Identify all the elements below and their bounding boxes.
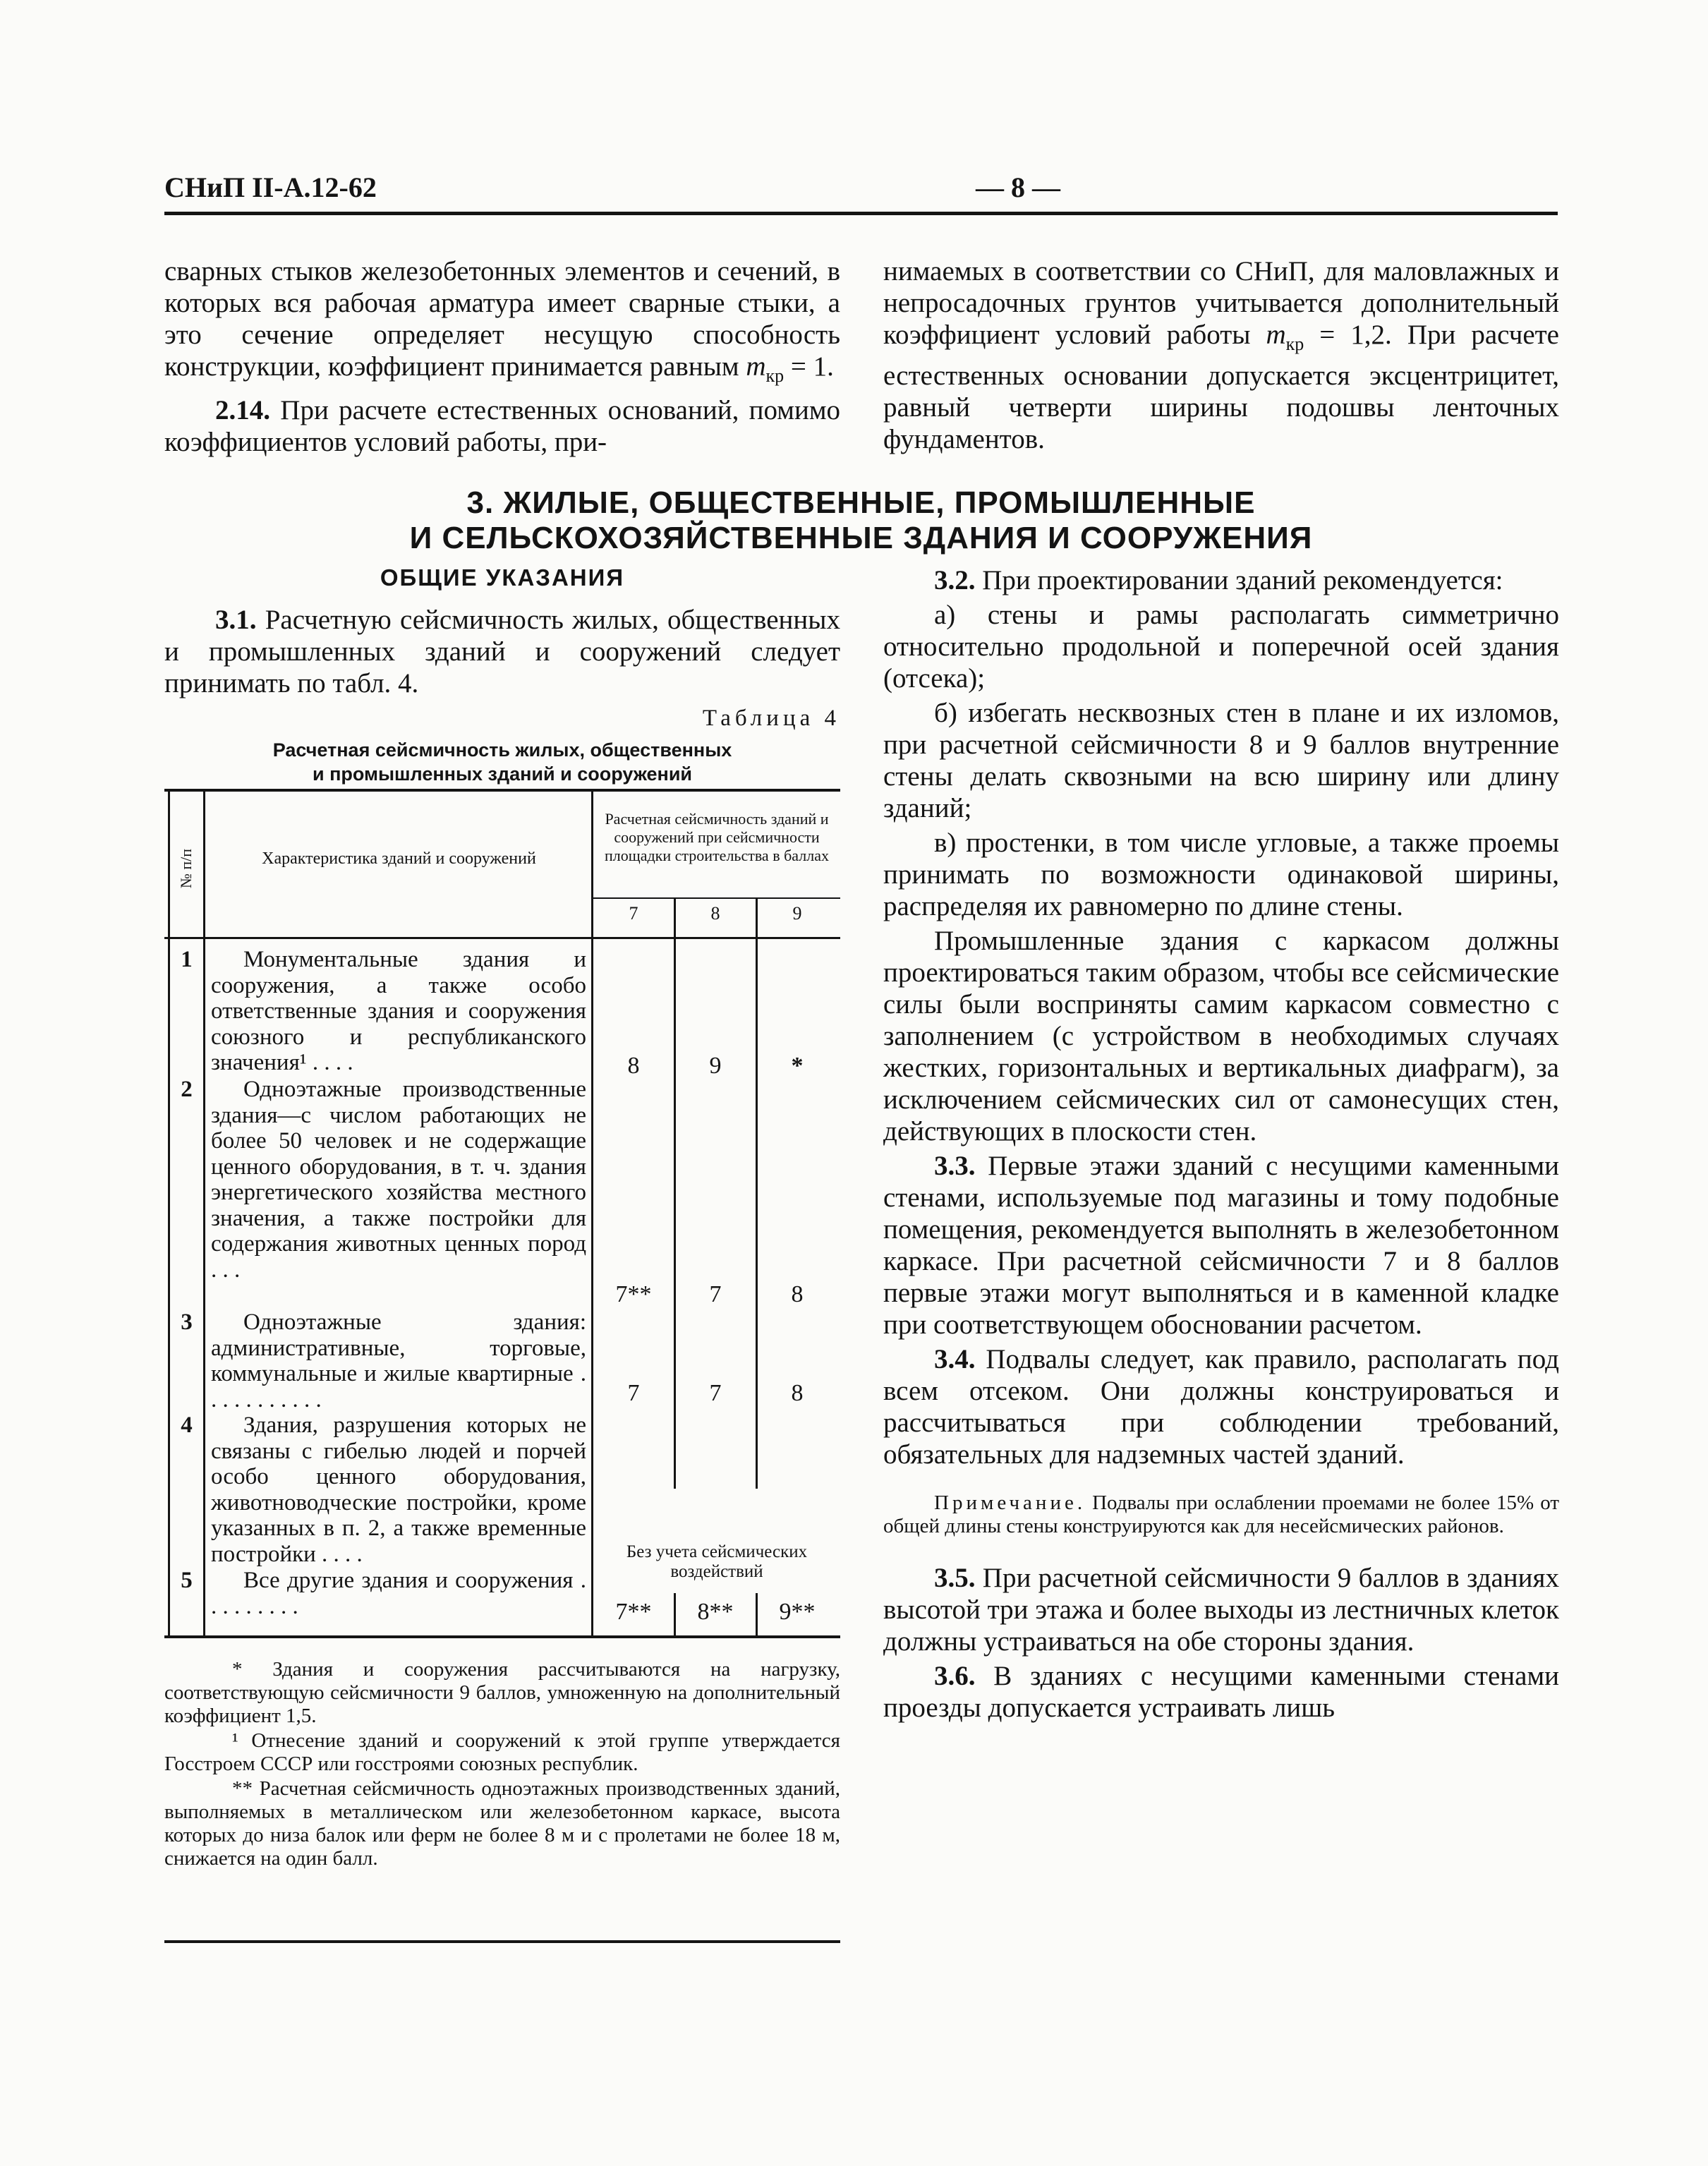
col-header-7: 7 xyxy=(629,903,638,924)
paragraph-3-6: 3.6. В зданиях с несущими каменными стенами проезды допускается устраивать лишь xyxy=(883,1661,1559,1723)
item-a: а) стены и рамы располагать симметрично относительно продольной и поперечной осей здания (отсека); xyxy=(883,600,1559,694)
page-number: — 8 — xyxy=(976,171,1060,203)
table-header-rule xyxy=(164,937,840,939)
col-header-number: № п/п xyxy=(177,848,195,889)
col-header-characteristic: Характеристика зданий и сооружений xyxy=(262,849,536,868)
table-footnotes xyxy=(164,1658,840,1872)
row-number: 5 xyxy=(181,1568,193,1593)
table-left-rule xyxy=(168,789,170,1638)
value-row5-8: 8** xyxy=(697,1599,734,1625)
paragraph-3-1: 3.1. Расчетную сейсмичность жилых, общественных и промышленных зданий и сооружений следует принимать по табл. 4. xyxy=(164,605,840,698)
value-row4-span: Без учета сейсмических воздействий xyxy=(626,1542,808,1581)
table-footer-rule xyxy=(164,1940,840,1943)
value-row1-7: 8 xyxy=(627,1053,640,1079)
table-title: Расчетная сейсмичность жилых, общественных и промышленных зданий и сооружений xyxy=(272,739,732,785)
paragraph-3-2: 3.2. При проектировании зданий рекомендуется: xyxy=(934,565,1503,595)
col-header-group: Расчетная сейсмичность зданий и сооружений при сейсмичности площадки строительства в баллах xyxy=(605,810,829,864)
value-row5-9: 9** xyxy=(779,1599,816,1625)
table-row: Одноэтажные здания: административные, торговые, коммунальные и жилые квартирные . . . . . . . . . . . xyxy=(211,1309,586,1412)
left-column-mid xyxy=(164,604,840,702)
table-row: Одноэтажные производственные здания—с числом работающих не более 50 человек и не содержащие ценного оборудования, в т. ч. здания энергетического хозяйства местного значения, а также постройки для содержания животных ценных пород . . . xyxy=(211,1077,586,1283)
header-rule xyxy=(164,212,1558,215)
paragraph-industrial: Промышленные здания с каркасом должны проектироваться таким образом, чтобы все сейсмические силы были восприняты самим каркасом совместно с заполнением (с устройством в необходимых случаях жестких, горизонтальных и вертикальных диафрагм), за исключением сейсмических сил от самонесущих стен, действующих в плоскости стен. xyxy=(883,926,1559,1146)
row-number: 3 xyxy=(181,1309,193,1335)
value-row3-9: 8 xyxy=(791,1380,804,1406)
section-title: 3. ЖИЛЫЕ, ОБЩЕСТВЕННЫЕ, ПРОМЫШЛЕННЫЕ И СЕЛЬСКОХОЗЯЙСТВЕННЫЕ ЗДАНИЯ И СООРУЖЕНИЯ xyxy=(409,485,1313,555)
value-row3-8: 7 xyxy=(709,1380,722,1406)
value-row1-9: * xyxy=(791,1053,804,1079)
page-header xyxy=(164,162,1558,207)
table-top-rule xyxy=(164,789,840,792)
value-row5-7: 7** xyxy=(615,1599,652,1625)
subheading-general: ОБЩИЕ УКАЗАНИЯ xyxy=(380,564,625,591)
value-row2-8: 7 xyxy=(709,1281,722,1307)
table-bottom-rule xyxy=(164,1635,840,1638)
value-row2-9: 8 xyxy=(791,1281,804,1307)
left-column-top xyxy=(164,255,840,461)
seismicity-table xyxy=(164,789,840,1644)
row-number: 2 xyxy=(181,1077,193,1102)
paragraph-2-14: 2.14. При расчете естественных оснований, помимо коэффициентов условий работы, при- xyxy=(164,394,840,457)
paragraph-2-13-end: сварных стыков железобетонных элементов и сечений, в которых вся рабочая арматура имеет сварные стыки, а это сечение определяет несущую способность конструкции, коэффициент принимается равным $m_{кр} = 1$. xyxy=(164,256,840,386)
footnote-double-star: ** Расчетная сейсмичность одноэтажных производственных зданий, выполняемых в металлическом или железобетонном каркасе, высота которых до низа балок или ферм не более 8 м и с пролетами не более 18 м, снижается на один балл. xyxy=(164,1777,840,1870)
footnote-1: ¹ Отнесение зданий и сооружений к этой группе утверждается Госстроем СССР или госстроями союзных республик. xyxy=(164,1729,840,1775)
table-row: Все другие здания и сооружения . . . . . . . . . xyxy=(211,1568,586,1619)
row-number: 4 xyxy=(181,1412,193,1438)
table-row: Монументальные здания и сооружения, а также особо ответственные здания и сооружения союзного и республиканского значения¹ . . . . xyxy=(211,947,586,1075)
value-row1-8: 9 xyxy=(709,1053,722,1079)
note-basements: Примечание. Подвалы при ослаблении проемами не более 15% от общей длины стены конструируются как для несейсмических районов. xyxy=(883,1492,1559,1537)
paragraph-3-3: 3.3. Первые этажи зданий с несущими каменными стенами, используемые под магазины и тому подобные помещения, рекомендуется выполнять в железобетонном каркасе. При расчетной сейсмичности 7 и 8 баллов первые этажи могут выполняться и в каменной кладке при соответствующем обосновании расчетом. xyxy=(883,1151,1559,1340)
value-row2-7: 7** xyxy=(615,1281,652,1307)
right-column-top xyxy=(883,255,1559,458)
paragraph-3-4: 3.4. Подвалы следует, как правило, располагать под всем отсеком. Они должны конструироваться и рассчитываться при соблюдении требований, обязательных для надземных частей зданий. xyxy=(883,1344,1559,1470)
group-header-rule xyxy=(591,897,840,899)
col-header-8: 8 xyxy=(710,903,720,924)
table-row: Здания, разрушения которых не связаны с гибелью людей и порчей особо ценного оборудования, животноводческие постройки, кроме указанных в п. 2, а также временные постройки . . . . xyxy=(211,1412,586,1567)
row-number: 1 xyxy=(181,947,193,972)
paragraph-2-14-cont: нимаемых в соответствии со СНиП, для маловлажных и непросадочных грунтов учитывается дополнительный коэффициент условий работы $m_{кр} = 1,2$. При расчете естественных основании допускается эксцентрицитет, равный четверти ширины подошвы ленточных фундаментов. xyxy=(883,256,1559,454)
right-column-main xyxy=(883,564,1559,1726)
footnote-star: * Здания и сооружения рассчитываются на нагрузку, соответствующую сейсмичности 9 баллов, умноженную на дополнительный коэффициент 1,5. xyxy=(164,1658,840,1727)
table-number: Таблица 4 xyxy=(702,706,840,731)
col-no-rule xyxy=(203,789,205,1638)
item-b: б) избегать несквозных стен в плане и их изломов, при расчетной сейсмичности 8 и 9 баллов внутренние стены делать сквозными на всю ширину или длину зданий; xyxy=(883,698,1559,823)
paragraph-3-5: 3.5. При расчетной сейсмичности 9 баллов в зданиях высотой три этажа и более выходы из лестничных клеток должны устраиваться на обе стороны здания. xyxy=(883,1563,1559,1657)
document-code: СНиП II-А.12-62 xyxy=(164,171,377,203)
value-row3-7: 7 xyxy=(627,1380,640,1406)
item-c: в) простенки, в том числе угловые, а также проемы принимать по возможности одинаковой ширины, распределяя их равномерно по длине стены. xyxy=(883,828,1559,921)
col-header-9: 9 xyxy=(792,903,802,924)
